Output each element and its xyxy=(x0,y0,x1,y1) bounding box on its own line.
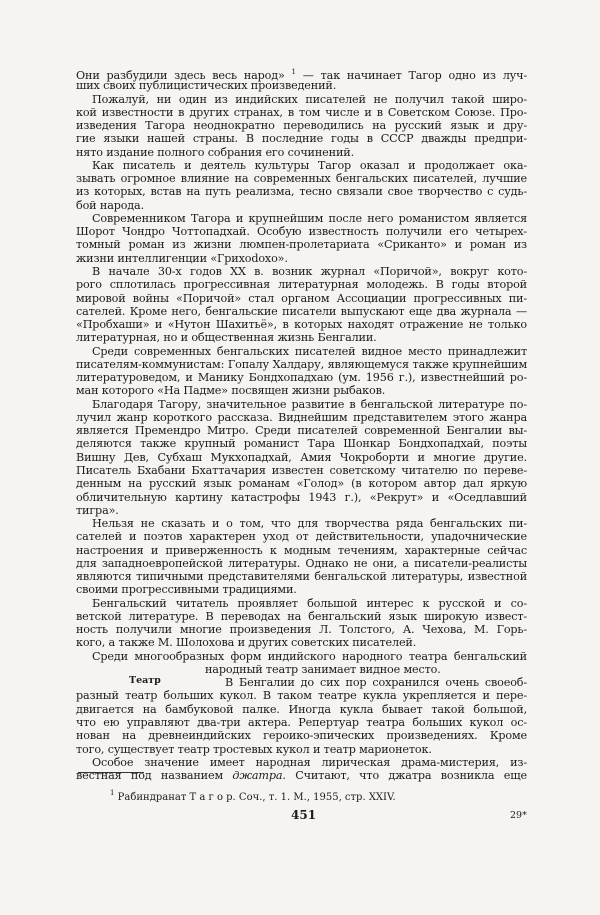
text-line: тигра». xyxy=(76,503,119,517)
text-line: писателям-коммунистам: Гопалу Халдару, являющемуся также крупнейшим xyxy=(76,357,527,371)
text-line: Современником Тагора и крупнейшим после него романистом является xyxy=(92,211,527,225)
text-line: Особое значение имеет народная лирическая драма-мистерия, из- xyxy=(92,755,527,769)
margin-heading-theatre: Театр xyxy=(129,675,161,686)
text-line: Среди современных бенгальских писателей видное место принадлежит xyxy=(92,344,527,358)
footnote-text: Рабиндранат Т а г о р. Соч., т. 1. М., 1955, стр. XXIV. xyxy=(114,792,396,803)
text-span: Они разбудили здесь весь народ» xyxy=(76,69,292,82)
text-line xyxy=(76,66,527,82)
text-line: денным на русский язык романам «Голод» (в котором автор дал яркую xyxy=(76,477,527,491)
text-line: бой народа. xyxy=(76,198,144,212)
theatre-text-line: того, существует театр тростевых кукол и театр марионеток. xyxy=(76,742,432,756)
text-line: зывать огромное влияние на современных бенгальских писателей, лучшие xyxy=(76,172,527,186)
text-line: В начале 30-х годов XX в. возник журнал «Поричой», вокруг кото- xyxy=(92,264,527,278)
text-line: сателей. Кроме него, бенгальские писатели выпускают еще два журнала — xyxy=(76,304,527,318)
text-line: кого, а также М. Шолохова и других советских писателей. xyxy=(76,636,417,650)
theatre-text-line: что ею управляют два-три актера. Репертуар театра больших кукол ос- xyxy=(76,716,527,730)
text-line: Бенгальский читатель проявляет большой интерес к русской и со- xyxy=(92,596,527,610)
text-line: литературоведом, и Манику Бондхопадхаю (ум. 1956 г.), известнейший ро- xyxy=(76,371,527,385)
text-line: лучил жанр короткого рассказа. Виднейшим представителем этого жанра xyxy=(76,410,527,424)
italic-term: джатра xyxy=(232,769,283,783)
text-line: Как писатель и деятель культуры Тагор оказал и продолжает ока- xyxy=(92,158,527,172)
theatre-intro-line: народный театр занимает видное место. xyxy=(205,662,441,676)
text-line: для западноевропейской литературы. Однако не они, а писатели-реалисты xyxy=(76,556,527,570)
text-line: Шорот Чондро Чоттопадхай. Особую известность получили его четырех- xyxy=(76,225,527,239)
paragraphs xyxy=(76,66,527,650)
page-number: 451 xyxy=(291,808,317,822)
footnote-marker: 1 xyxy=(110,789,115,797)
text-span: вестная под названием xyxy=(76,769,233,783)
text-line: обличительную картину катастрофы 1943 г.), «Рекрут» и «Оседлавший xyxy=(76,490,527,504)
text-line: сателей и поэтов характерен уход от действительности, упадочнические xyxy=(76,530,527,544)
text-line: из которых, встав на путь реализма, тесно связали свое творчество с судь- xyxy=(76,185,527,199)
text-line: является Премендро Митро. Среди писателей современной Бенгалии вы- xyxy=(76,424,527,438)
footnote-divider xyxy=(78,772,144,773)
text-line: настроения и приверженность к модным течениям, характерные сейчас xyxy=(76,543,527,557)
text-line: жизни интеллигенции «Грихodoxo». xyxy=(76,251,288,265)
text-line: гие языки нашей страны. В последние годы в СССР дважды предпри- xyxy=(76,132,527,146)
theatre-paragraph xyxy=(76,689,527,755)
text-line: своими прогрессивными традициями. xyxy=(76,583,297,597)
text-line: «Пробхаши» и «Нутон Шахитьё», в которых находят отражение не только xyxy=(76,318,527,332)
footnote-ref: 1 xyxy=(291,68,296,76)
theatre-intro-line: Среди многообразных форм индийского народного театра бенгальский xyxy=(92,649,527,663)
theatre-text-line: В Бенгалии до сих пор сохранился очень своеоб- xyxy=(225,676,527,690)
theatre-text-line: разный театр больших кукол. В таком театре кукла укрепляется и пере- xyxy=(76,689,527,703)
text-line: мировой войны «Поричой» стал органом Ассоциации прогрессивных пи- xyxy=(76,291,527,305)
footnote xyxy=(110,789,396,803)
text-line: ветской литературе. В переводах на бенгальский язык широкую извест- xyxy=(76,609,527,623)
signature-mark: 29* xyxy=(510,810,527,821)
text-line: Нельзя не сказать и о том, что для творчества ряда бенгальских пи- xyxy=(92,517,527,531)
text-span: . Считают, что джатра возникла еще xyxy=(282,769,527,783)
text-line: нято издание полного собрания его сочинений. xyxy=(76,145,354,159)
text-span: — так начинает Тагор одно из луч- xyxy=(295,69,527,82)
text-line: рого сплотилась прогрессивная литературная молодежь. В годы второй xyxy=(76,278,527,292)
text-line: ман которого «На Падме» посвящен жизни рыбаков. xyxy=(76,384,386,398)
text-line: Пожалуй, ни один из индийских писателей не получил такой широ- xyxy=(92,92,527,106)
text-line: Писатель Бхабани Бхаттачария известен советскому читателю по переве- xyxy=(76,463,527,477)
text-line: являются типичными представителями бенгальской литературы, известной xyxy=(76,570,527,584)
text-line: ших своих публицистических произведений. xyxy=(76,79,337,93)
text-line: Благодаря Тагору, значительное развитие в бенгальской литературе по- xyxy=(92,397,527,411)
text-line: томный роман из жизни люмпен-пролетариата «Сриканто» и роман из xyxy=(76,238,527,252)
theatre-text-line: нован на древнеиндийских героико-эпических произведениях. Кроме xyxy=(76,729,527,743)
text-line: ность получили многие произведения Л. Толстого, А. Чехова, М. Горь- xyxy=(76,623,527,637)
theatre-text-line: двигается на бамбуковой палке. Иногда кукла бывает такой большой, xyxy=(76,702,527,716)
text-line: литературная, но и общественная жизнь Бенгалии. xyxy=(76,331,377,345)
text-line: кой известности в других странах, в том числе и в Советском Союзе. Про- xyxy=(76,105,527,119)
text-line: деляются также крупный романист Тара Шонкар Бондхопадхай, поэты xyxy=(76,437,527,451)
text-line: изведения Тагора неоднократно переводились на русский язык и дру- xyxy=(76,119,527,133)
text-line: Вишну Дев, Субхаш Мукхопадхай, Амия Чокроборти и многие другие. xyxy=(76,450,527,464)
